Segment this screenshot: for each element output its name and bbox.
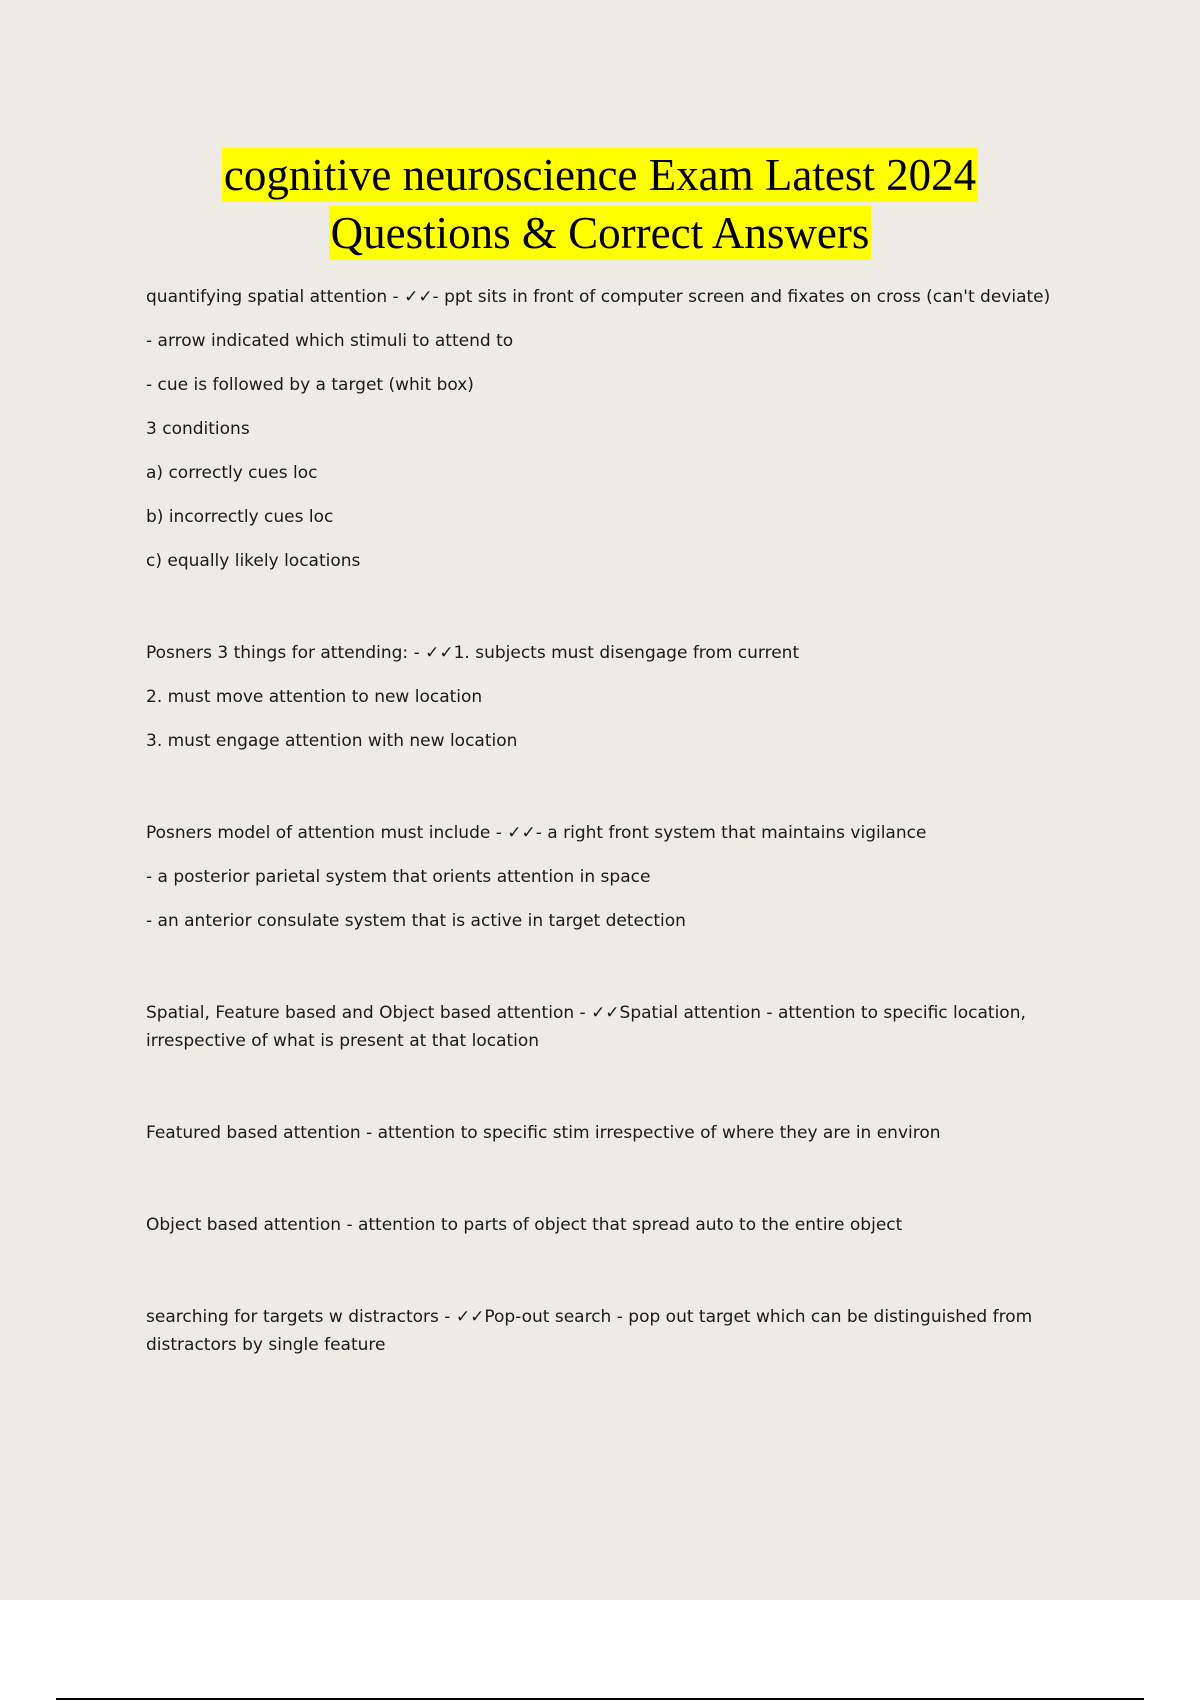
title-line-2: Questions & Correct Answers <box>330 208 870 258</box>
qa-answer-line: - arrow indicated which stimuli to attend to <box>146 331 514 351</box>
qa-question: Featured based attention - attention to specific stim irrespective of where they are in environ <box>146 1123 941 1143</box>
qa-question: Object based attention - attention to parts of object that spread auto to the entire object <box>146 1215 903 1235</box>
qa-answer-line: 3 conditions <box>146 419 250 439</box>
qa-question: searching for targets w distractors - ✓✓Pop-out search - pop out target which can be distinguished from distractors by single feature <box>146 1307 1038 1355</box>
qa-question: Spatial, Feature based and Object based attention - ✓✓Spatial attention - attention to specific location, irrespective of what is present at that location <box>146 1003 1032 1051</box>
qa-question: quantifying spatial attention - ✓✓- ppt sits in front of computer screen and fixates on cross (can't deviate) <box>146 287 1051 307</box>
document-title <box>0 148 1200 264</box>
qa-question: Posners model of attention must include - ✓✓- a right front system that maintains vigilance <box>146 823 927 843</box>
qa-answer-line: b) incorrectly cues loc <box>146 507 334 527</box>
qa-question: Posners 3 things for attending: - ✓✓1. subjects must disengage from current <box>146 643 800 663</box>
qa-answer-line: - a posterior parietal system that orients attention in space <box>146 867 651 887</box>
title-line-1: cognitive neuroscience Exam Latest 2024 <box>223 150 977 200</box>
document-body <box>146 283 1096 1359</box>
qa-answer-line: - cue is followed by a target (whit box) <box>146 375 474 395</box>
qa-answer-line: 2. must move attention to new location <box>146 687 483 707</box>
qa-answer-line: c) equally likely locations <box>146 551 361 571</box>
qa-answer-line: 3. must engage attention with new location <box>146 731 518 751</box>
qa-answer-line: a) correctly cues loc <box>146 463 318 483</box>
qa-answer-line: - an anterior consulate system that is active in target detection <box>146 911 686 931</box>
